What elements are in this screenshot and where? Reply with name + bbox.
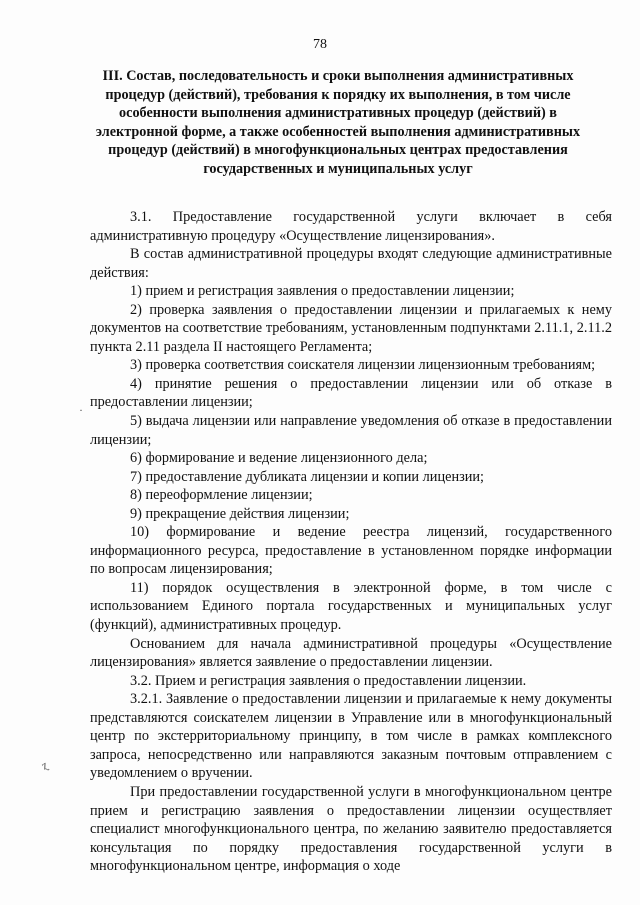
list-item-9: 9) прекращение действия лицензии; (130, 505, 350, 522)
list-item-8: 8) переоформление лицензии; (130, 487, 313, 504)
scan-speck: ɀ (38, 757, 51, 773)
list-item-11: 11) порядок осуществления в электронной форме, в том числе с использованием Единого портала государственных и муниципальных услуг (функций), административных процедур. (90, 579, 612, 634)
list-item-3: 3) проверка соответствия соискателя лицензии лицензионным требованиям; (130, 357, 596, 374)
list-item-2: 2) проверка заявления о предоставлении лицензии и прилагаемых к нему документов на соответствие требованиям, установленным подпунктами 2.11.1, 2.11.2 пункта 2.11 раздела II настоящего Регламента; (90, 301, 612, 355)
body-text (90, 208, 612, 876)
page-number: 78 (313, 37, 327, 52)
list-item-7: 7) предоставление дубликата лицензии и копии лицензии; (130, 468, 485, 485)
list-item-6: 6) формирование и ведение лицензионного дела; (130, 450, 428, 467)
list-item-5: 5) выдача лицензии или направление уведомления об отказе в предоставлении лицензии; (90, 413, 612, 448)
section-heading: III. Состав, последовательность и сроки выполнения административных процедур (действий), требования к порядку их выполнения, в том числе особенности выполнения административных процедур (действий) в электронной форме, а также особенностей выполнения административных процедур (действий) в многофункциональных центрах предоставления государственных и муниципальных услуг (95, 68, 581, 177)
list-item-1: 1) прием и регистрация заявления о предоставлении лицензии; (130, 283, 515, 300)
paragraph-3-2: 3.2. Прием и регистрация заявления о предоставлении лицензии. (130, 672, 527, 689)
paragraph-actions-intro: В состав административной процедуры входят следующие административные действия: (90, 246, 612, 281)
paragraph-basis: Основанием для начала административной процедуры «Осуществление лицензирования» является заявление о предоставлении лицензии. (90, 635, 612, 671)
list-item-10: 10) формирование и ведение реестра лицензий, государственного информационного ресурса, предоставление в установленном порядке информации по вопросам лицензирования; (90, 524, 612, 578)
list-item-4: 4) принятие решения о предоставлении лицензии или об отказе в предоставлении лицензии; (90, 375, 612, 411)
paragraph-mfc: При предоставлении государственной услуги в многофункциональном центре прием и регистрацию заявления о предоставлении лицензии осуществляет специалист многофункционального центра, по желанию заявителю предоставляется консультация по порядку предоставления государственной услуги в многофункциональном центре, информация о ходе (90, 783, 612, 875)
paragraph-3-1: 3.1. Предоставление государственной услуги включает в себя административную процедуру «Осуществление лицензирования». (90, 209, 612, 244)
scan-speck: · (79, 403, 83, 417)
paragraph-3-2-1: 3.2.1. Заявление о предоставлении лицензии и прилагаемые к нему документы представляются соискателем лицензии в Управление или в многофункциональный центр по экстерриториальному принципу, в том числе в рамках комплексного запроса, непосредственно или направляются заказным почтовым отправлением с уведомлением о вручении. (90, 691, 612, 782)
